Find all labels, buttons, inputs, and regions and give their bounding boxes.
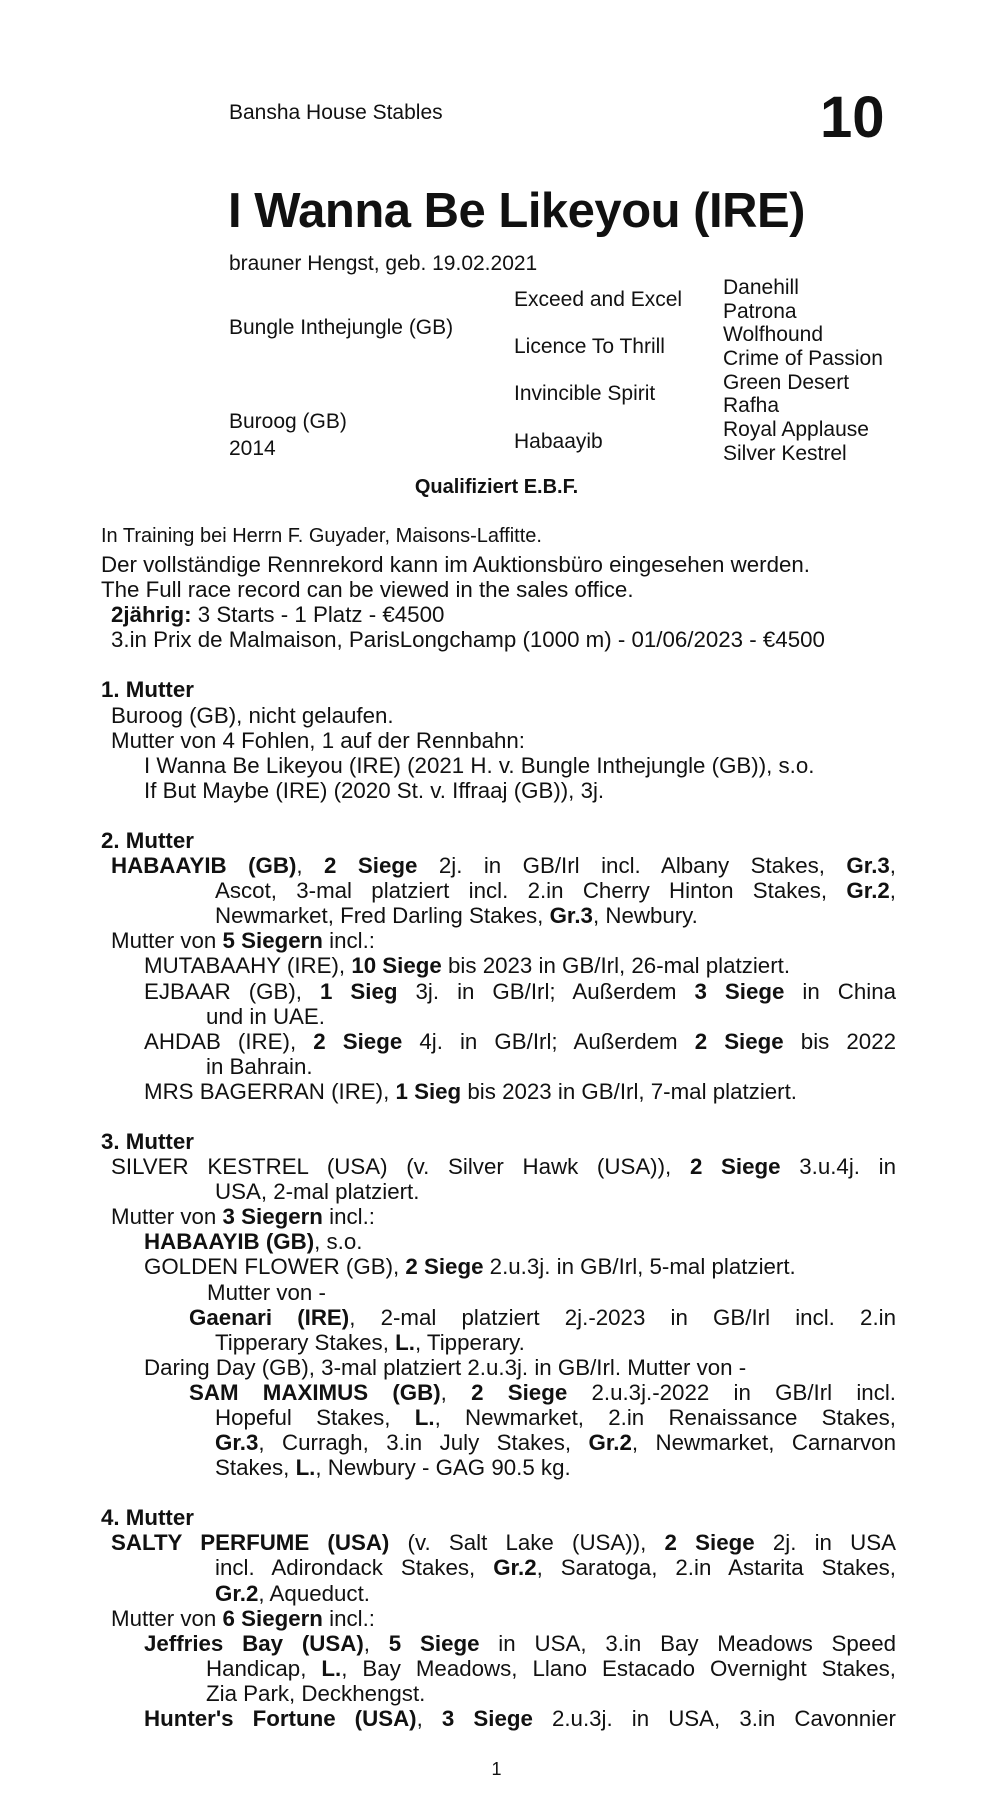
third-dam-line (101, 1154, 896, 1179)
wins: 3 Siege (694, 978, 785, 1004)
grade: Gr.2 (846, 878, 890, 904)
lot-number: 10 (820, 85, 885, 150)
first-dam-heading: 1. Mutter (101, 677, 194, 703)
second-dam-winner-cont: in Bahrain. (206, 1053, 313, 1079)
grade: Gr.2 (588, 1430, 632, 1456)
winner-name: Gaenari (IRE) (189, 1304, 350, 1330)
text: 2.u.3j. in GB/Irl, 5-mal platziert. (483, 1254, 796, 1280)
second-dam-line (101, 903, 896, 928)
third-dam-grandproduce-cont (101, 1455, 896, 1480)
text: bis 2023 in GB/Irl, 7-mal platziert. (461, 1078, 797, 1104)
listed: L. (321, 1655, 342, 1681)
wins: 1 Sieg (320, 978, 398, 1004)
wins: 10 Siege (351, 953, 442, 979)
text: Mutter von (111, 1204, 223, 1230)
winners-count: 5 Siegern (222, 928, 323, 954)
produce-line: Mutter von - (207, 1279, 326, 1305)
consignor: Bansha House Stables (229, 101, 443, 124)
second-dam-heading: 2. Mutter (101, 827, 194, 853)
text: incl.: (322, 928, 375, 954)
fourth-dam-produce (101, 1606, 896, 1631)
record-note-de: Der vollständige Rennrekord kann im Auktionsbüro eingesehen werden. (101, 552, 810, 578)
grade: Gr.3 (846, 853, 890, 879)
third-dam-grandproduce (101, 1305, 896, 1330)
pedigree-grandparent: Licence To Thrill (514, 335, 665, 358)
wins: 2 Siege (405, 1254, 484, 1280)
winner-name: Jeffries Bay (USA) (144, 1630, 364, 1656)
pedigree-sire: Bungle Inthejungle (GB) (229, 316, 454, 339)
winners-count: 6 Siegern (222, 1605, 323, 1631)
text: , Tipperary. (414, 1329, 525, 1355)
second-dam-line (101, 853, 896, 878)
second-dam-produce (101, 928, 896, 953)
text: Hopeful Stakes, (215, 1405, 415, 1430)
fourth-dam-line (101, 1581, 896, 1606)
pedigree-great-grandparent: Danehill (723, 276, 799, 299)
text: incl.: (322, 1605, 375, 1631)
text: EJBAAR (GB), (144, 978, 321, 1004)
third-dam-line: USA, 2-mal platziert. (215, 1179, 420, 1205)
text: Mutter von (111, 1605, 223, 1631)
pedigree-grandparent: Habaayib (514, 430, 603, 453)
wins: 2 Siege (313, 1028, 403, 1054)
text: incl.: (322, 1204, 375, 1230)
second-dam-name: HABAAYIB (GB) (111, 853, 297, 879)
fourth-dam-heading: 4. Mutter (101, 1505, 194, 1531)
fourth-dam-name: SALTY PERFUME (USA) (111, 1530, 390, 1556)
third-dam-grandproduce (101, 1380, 896, 1405)
second-dam-winner (101, 1079, 896, 1104)
fourth-dam-winner-cont (101, 1656, 896, 1681)
fourth-dam-winner (101, 1631, 896, 1656)
text: in China (784, 978, 896, 1004)
second-dam-winner (101, 979, 896, 1004)
wins: 1 Sieg (395, 1078, 462, 1104)
text: 2.u.3j. in USA, 3.in Cavonnier (532, 1706, 896, 1732)
text: , Newbury - GAG 90.5 kg. (315, 1455, 571, 1481)
horse-name: I Wanna Be Likeyou (IRE) (228, 184, 805, 238)
pedigree-grandparent: Exceed and Excel (514, 288, 683, 311)
text: , Aqueduct. (258, 1580, 370, 1606)
two-year-old-detail: 3.in Prix de Malmaison, ParisLongchamp (1000 m) - 01/06/2023 - €4500 (111, 627, 825, 653)
text: , (363, 1630, 389, 1656)
two-year-old-label: 2jährig: (111, 602, 192, 628)
grade: Gr.2 (493, 1555, 537, 1581)
listed: L. (395, 1329, 415, 1355)
text: Handicap, (206, 1655, 322, 1681)
text: Ascot, 3-mal platziert incl. 2.in Cherry Hinton Stakes, (215, 878, 847, 904)
text: , Newmarket, Carnarvon (631, 1430, 896, 1456)
text: , (889, 853, 896, 879)
grade: Gr.3 (549, 903, 593, 929)
text: , (296, 853, 325, 879)
third-dam-heading: 3. Mutter (101, 1128, 194, 1154)
text: bis 2023 in GB/Irl, 26-mal platziert. (441, 953, 791, 979)
wins: 2 Siege (689, 1154, 781, 1180)
text: 4j. in GB/Irl; Außerdem (402, 1028, 695, 1054)
text: Stakes, (215, 1455, 296, 1481)
text: incl. Adirondack Stakes, (215, 1555, 494, 1581)
first-dam-produce: Mutter von 4 Fohlen, 1 auf der Rennbahn: (111, 727, 525, 753)
text: 3.u.4j. in (780, 1154, 896, 1180)
text: MRS BAGERRAN (IRE), (144, 1078, 396, 1104)
wins: 2 Siege (471, 1379, 568, 1405)
text: , 2-mal platziert 2j.-2023 in GB/Irl incl. 2.in (349, 1304, 896, 1330)
pedigree-great-grandparent: Royal Applause (723, 418, 869, 441)
text: 3j. in GB/Irl; Außerdem (397, 978, 695, 1004)
pedigree-great-grandparent: Crime of Passion (723, 347, 883, 370)
text: 2j. in USA (754, 1530, 896, 1556)
text: , Curragh, 3.in July Stakes, (258, 1430, 589, 1456)
wins: 2 Siege (664, 1530, 755, 1556)
pedigree-dam: Buroog (GB) (229, 410, 347, 433)
second-dam-winner (101, 1029, 896, 1054)
text: , Newmarket, 2.in Renaissance Stakes, (434, 1405, 896, 1430)
text: GOLDEN FLOWER (GB), (144, 1254, 406, 1280)
first-dam-name: Buroog (GB), nicht gelaufen. (111, 702, 394, 728)
second-dam-winner (101, 953, 896, 978)
text: , Bay Meadows, Llano Estacado Overnight Stakes, (341, 1655, 896, 1681)
text: MUTABAAHY (IRE), (144, 953, 352, 979)
pedigree-great-grandparent: Wolfhound (723, 323, 824, 346)
winner-name: SAM MAXIMUS (GB) (189, 1379, 441, 1405)
pedigree-great-grandparent: Rafha (723, 394, 780, 417)
winner-name: Hunter's Fortune (USA) (144, 1706, 417, 1732)
third-dam-produce (101, 1204, 896, 1229)
text: Tipperary Stakes, (215, 1329, 396, 1355)
fourth-dam-winner (101, 1706, 896, 1731)
grade: Gr.2 (215, 1580, 259, 1606)
text: , (440, 1379, 472, 1405)
text: , (416, 1706, 442, 1732)
wins: 3 Siege (441, 1706, 533, 1732)
wins: 5 Siege (388, 1630, 480, 1656)
text: Mutter von (111, 928, 223, 954)
text: , s.o. (314, 1229, 363, 1255)
wins: 2 Siege (324, 853, 418, 879)
text: SILVER KESTREL (USA) (v. Silver Hawk (USA)), (111, 1154, 690, 1180)
second-dam-winner-cont: und in UAE. (206, 1003, 325, 1029)
winner-name: HABAAYIB (GB) (144, 1229, 315, 1255)
pedigree-great-grandparent: Green Desert (723, 371, 850, 394)
fourth-dam-line (101, 1530, 896, 1555)
text: , Saratoga, 2.in Astarita Stakes, (536, 1555, 896, 1581)
fourth-dam-winner-cont: Zia Park, Deckhengst. (206, 1680, 426, 1706)
catalogue-body (101, 524, 896, 1731)
horse-description: brauner Hengst, geb. 19.02.2021 (229, 252, 538, 275)
third-dam-grandproduce-cont (101, 1405, 896, 1430)
listed: L. (414, 1405, 435, 1430)
pedigree-great-grandparent: Silver Kestrel (723, 442, 847, 465)
grade: Gr.3 (215, 1430, 259, 1456)
record-note-en: The Full race record can be viewed in the sales office. (101, 577, 634, 603)
text: , (889, 878, 896, 904)
text: AHDAB (IRE), (144, 1028, 314, 1054)
first-dam-foal: If But Maybe (IRE) (2020 St. v. Iffraaj (GB)), 3j. (144, 777, 605, 803)
second-dam-line (101, 878, 896, 903)
text: Newmarket, Fred Darling Stakes, (215, 903, 550, 929)
third-dam-grandproduce-cont (101, 1330, 896, 1355)
qualification: Qualifiziert E.B.F. (414, 476, 579, 498)
winners-count: 3 Siegern (222, 1204, 323, 1230)
third-dam-grandproduce-cont (101, 1430, 896, 1455)
text: 2.u.3j.-2022 in GB/Irl incl. (567, 1379, 896, 1405)
wins: 2 Siege (694, 1028, 784, 1054)
fourth-dam-line (101, 1555, 896, 1580)
text: (v. Salt Lake (USA)), (389, 1530, 665, 1556)
listed: L. (295, 1455, 316, 1481)
third-dam-runner: Daring Day (GB), 3-mal platziert 2.u.3j. in GB/Irl. Mutter von - (144, 1354, 747, 1380)
two-year-old-summary (101, 602, 896, 627)
two-year-old-stats: 3 Starts - 1 Platz - €4500 (191, 602, 445, 628)
pedigree-great-grandparent: Patrona (723, 300, 797, 323)
third-dam-winner (101, 1229, 896, 1254)
third-dam-winner (101, 1254, 896, 1279)
pedigree-dam-year: 2014 (229, 437, 276, 460)
text: 2j. in GB/Irl incl. Albany Stakes, (417, 853, 847, 879)
page-number: 1 (491, 1759, 502, 1779)
pedigree-grandparent: Invincible Spirit (514, 382, 656, 405)
text: , Newbury. (592, 903, 698, 929)
first-dam-foal: I Wanna Be Likeyou (IRE) (2021 H. v. Bungle Inthejungle (GB)), s.o. (144, 752, 815, 778)
text: in USA, 3.in Bay Meadows Speed (479, 1630, 896, 1656)
training-line: In Training bei Herrn F. Guyader, Maisons-Laffitte. (101, 525, 542, 547)
text: bis 2022 (783, 1028, 896, 1054)
